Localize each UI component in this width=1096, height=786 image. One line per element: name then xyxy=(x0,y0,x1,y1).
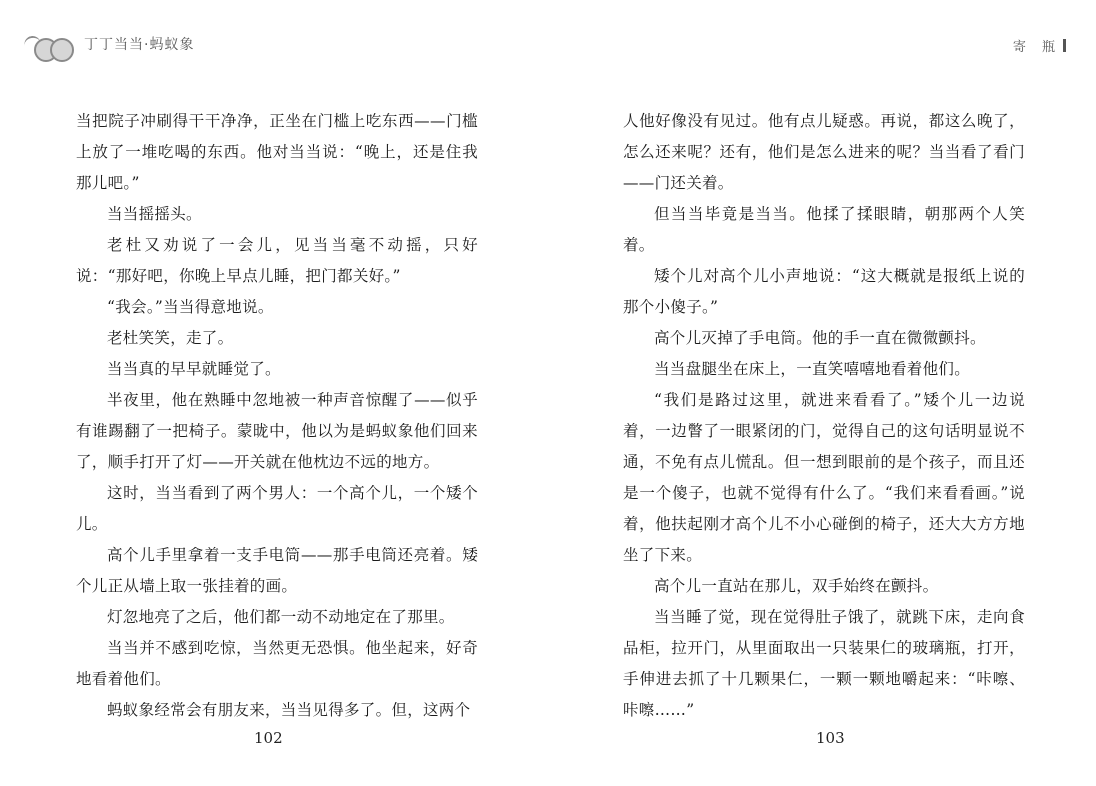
running-head-right xyxy=(1013,36,1066,55)
paragraph: 老杜又劝说了一会儿，见当当毫不动摇，只好说：“那好吧，你晚上早点儿睡，把门都关好。” xyxy=(76,236,478,285)
paragraph: 半夜里，他在熟睡中忽地被一种声音惊醒了——似乎有谁踢翻了一把椅子。蒙昽中，他以为是蚂蚁象他们回来了，顺手打开了灯——开关就在他枕边不远的地方。 xyxy=(76,391,478,471)
peanut-logo-icon xyxy=(24,30,78,58)
paragraph: 当当并不感到吃惊，当然更无恐惧。他坐起来，好奇地看着他们。 xyxy=(76,639,478,688)
paragraph: 当当摇摇头。 xyxy=(107,205,202,223)
paragraph: 高个儿一直站在那儿，双手始终在颤抖。 xyxy=(654,577,939,595)
paragraph: 人他好像没有见过。他有点儿疑惑。再说，都这么晚了，怎么还来呢？还有，他们是怎么进来的呢？当当看了看门——门还关着。 xyxy=(623,112,1025,192)
paragraph: 灯忽地亮了之后，他们都一动不动地定在了那里。 xyxy=(107,608,455,626)
paragraph: 老杜笑笑，走了。 xyxy=(107,329,234,347)
right-page-text xyxy=(623,106,1025,726)
left-page-text xyxy=(76,106,478,726)
page-number-right: 103 xyxy=(816,729,845,747)
paragraph: “我们是路过这里，就进来看看了。”矮个儿一边说着，一边瞥了一眼紧闭的门，觉得自己的这句话明显说不通，不免有点儿慌乱。但一想到眼前的是个孩子，而且还是一个傻子，也就不觉得有什么了。“我们来看看画。”说着，他扶起刚才高个儿不小心碰倒的椅子，还大大方方地坐了下来。 xyxy=(623,391,1025,564)
paragraph: 当当真的早早就睡觉了。 xyxy=(107,360,281,378)
paragraph: 这时，当当看到了两个男人：一个高个儿，一个矮个儿。 xyxy=(76,484,478,533)
paragraph: 蚂蚁象经常会有朋友来，当当见得多了。但，这两个 xyxy=(107,701,471,719)
paragraph: 高个儿灭掉了手电筒。他的手一直在微微颤抖。 xyxy=(654,329,986,347)
paragraph: 当当睡了觉，现在觉得肚子饿了，就跳下床，走向食品柜，拉开门，从里面取出一只装果仁的玻璃瓶，打开，手伸进去抓了十几颗果仁，一颗一颗地嚼起来：“咔嚓、咔嚓……” xyxy=(623,608,1025,719)
paragraph: “我会。”当当得意地说。 xyxy=(107,298,274,316)
chapter-title: 寄 瓶 xyxy=(1012,40,1061,55)
series-title: 丁丁当当·蚂蚁象 xyxy=(84,37,195,53)
paragraph: 矮个儿对高个儿小声地说：“这大概就是报纸上说的那个小傻子。” xyxy=(623,267,1025,316)
running-head-left xyxy=(24,30,194,58)
paragraph: 当当盘腿坐在床上，一直笑嘻嘻地看着他们。 xyxy=(654,360,971,378)
chapter-bar-icon xyxy=(1063,39,1066,52)
paragraph: 当把院子冲刷得干干净净，正坐在门槛上吃东西——门槛上放了一堆吃喝的东西。他对当当说：“晚上，还是住我那儿吧。” xyxy=(76,112,478,192)
page-number-left: 102 xyxy=(254,729,283,747)
paragraph: 但当当毕竟是当当。他揉了揉眼睛，朝那两个人笑着。 xyxy=(623,205,1025,254)
paragraph: 高个儿手里拿着一支手电筒——那手电筒还亮着。矮个儿正从墙上取一张挂着的画。 xyxy=(76,546,478,595)
